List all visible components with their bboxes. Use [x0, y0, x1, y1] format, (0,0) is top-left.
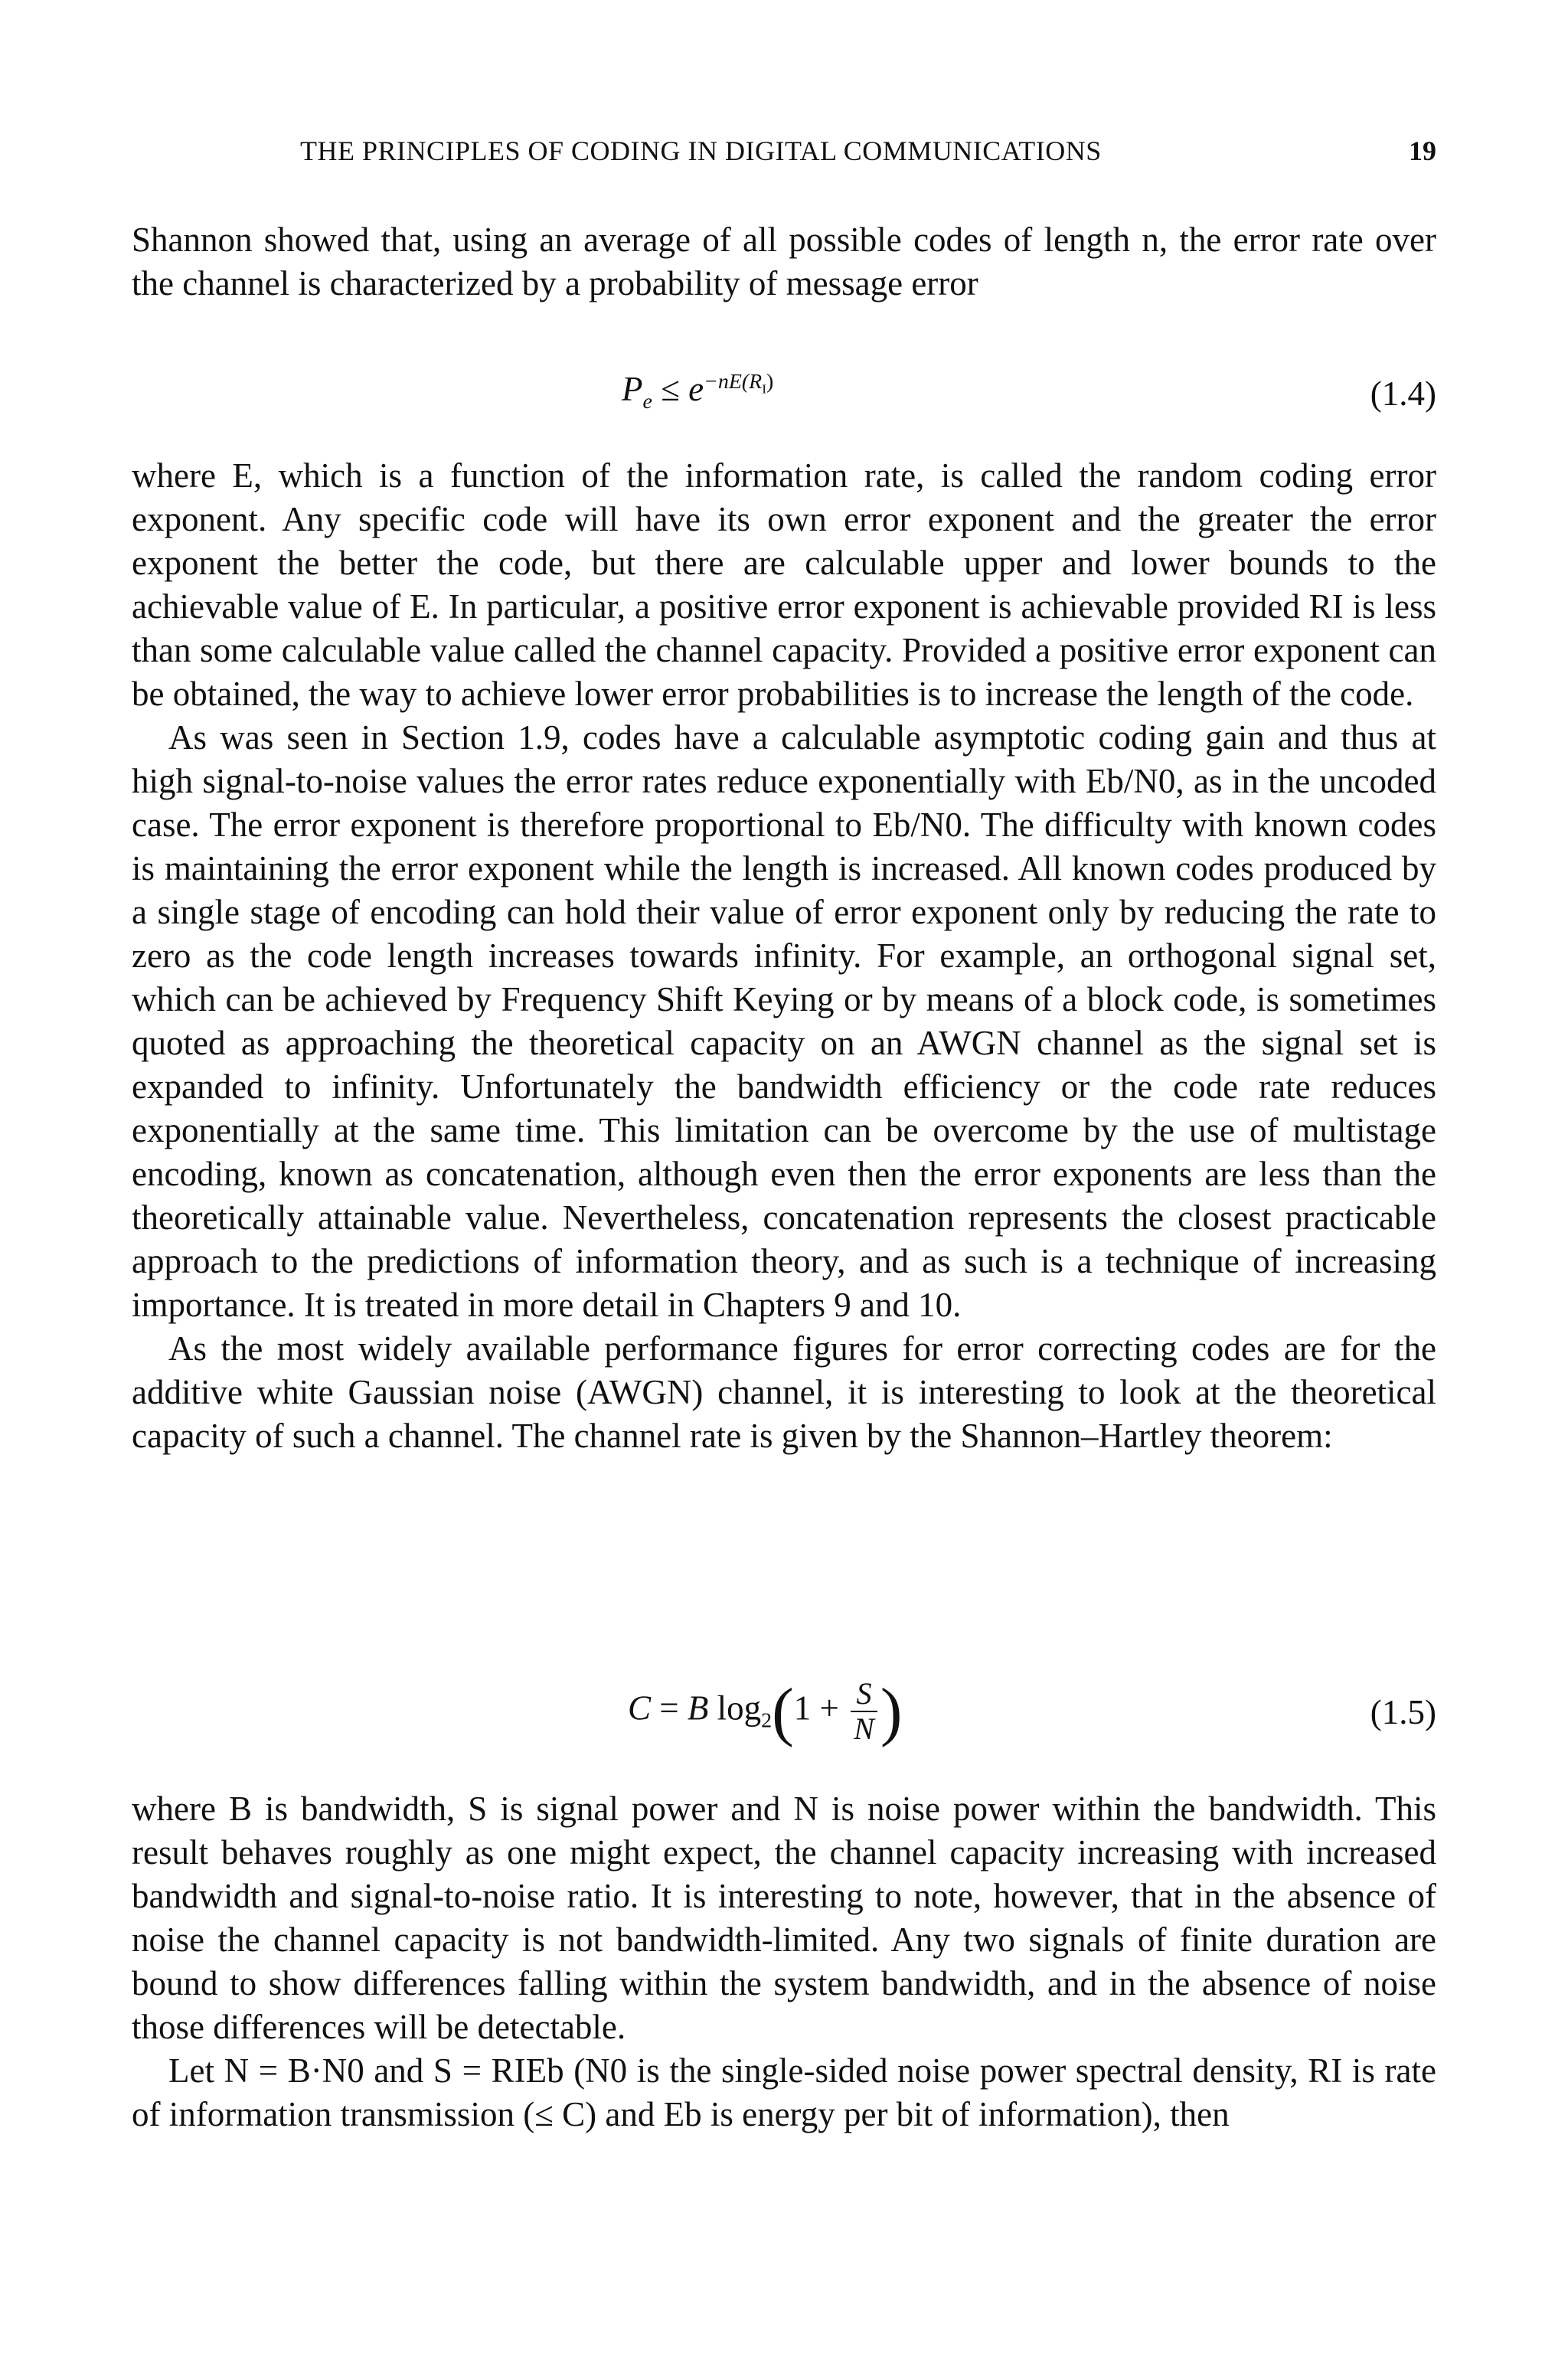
text-block-main [132, 454, 1436, 1458]
running-head-title: THE PRINCIPLES OF CODING IN DIGITAL COMMUNICATIONS [300, 136, 1102, 166]
paragraph-shannon-intro: Shannon showed that, using an average of all possible codes of length n, the error rate over the channel is characterized by a probability of message error [132, 221, 1436, 302]
equation-1-5-number: (1.5) [1370, 1693, 1436, 1731]
paragraph-awgn-capacity: As the most widely available performance figures for error correcting codes are for the additive white Gaussian noise (AWGN) channel, it is interesting to look at the theoretical capacity of such a channel. The channel rate is given by the Shannon–Hartley theorem: [132, 1329, 1436, 1455]
paragraph-let-n-equals: Let N = B·N0 and S = RIEb (N0 is the single-sided noise power spectral density, RI is rate of information transmission (≤ C) and Eb is energy per bit of information), then [132, 2051, 1436, 2133]
paragraph-coding-gain: As was seen in Section 1.9, codes have a calculable asymptotic coding gain and thus at high signal-to-noise values the error rates reduce exponentially with Eb/N0, as in the uncoded case. The error exponent is therefore proportional to Eb/N0. The difficulty with known codes is maintaining the error exponent while the length is increased. All known codes produced by a single stage of encoding can hold their value of error exponent only by reducing the rate to zero as the code length increases towards infinity. For example, an orthogonal signal set, which can be achieved by Frequency Shift Keying or by means of a block code, is sometimes quoted as approaching the theoretical capacity on an AWGN channel as the signal set is expanded to infinity. Unfortunately the bandwidth efficiency or the code rate reduces exponentially at the same time. This limitation can be overcome by the use of multistage encoding, known as concatenation, although even then the error exponents are less than the theoretically attainable value. Nevertheless, concatenation represents the closest practicable approach to the predictions of information theory, and as such is a technique of increasing importance. It is treated in more detail in Chapters 9 and 10. [132, 718, 1436, 1324]
running-head [132, 132, 1436, 170]
equation-1-5-expression: C = B $\log_2(1$ + $\frac{S}{N}$ ) [628, 1674, 903, 1748]
paragraph-bandwidth-definition: where B is bandwidth, S is signal power and N is noise power within the bandwidth. This result behaves roughly as one might expect, the channel capacity increasing with increased bandwidth and signal-to-noise ratio. It is interesting to note, however, that in the absence of noise the channel capacity is not bandwidth-limited. Any two signals of finite duration are bound to show differences falling within the system bandwidth, and in the absence of noise those differences will be detectable. [132, 1790, 1436, 2046]
text-block-closing [132, 1787, 1436, 2136]
equation-1-4-expression: $P_e \le e^{-nE(R_I)}$ [622, 370, 774, 414]
equation-1-5 [132, 1662, 1436, 1754]
equation-1-4-number: (1.4) [1370, 374, 1436, 413]
text-block-intro [132, 218, 1436, 306]
equation-1-4 [132, 360, 1436, 414]
page-number: 19 [1409, 136, 1436, 166]
paragraph-error-exponent: where E, which is a function of the information rate, is called the random coding error exponent. Any specific code will have its own error exponent and the greater the error exponent the better the code, but there are calculable upper and lower bounds to the achievable value of E. In particular, a positive error exponent is achievable provided RI is less than some calculable value called the channel capacity. Provided a positive error exponent can be obtained, the way to achieve lower error probabilities is to increase the length of the code. [132, 456, 1436, 713]
